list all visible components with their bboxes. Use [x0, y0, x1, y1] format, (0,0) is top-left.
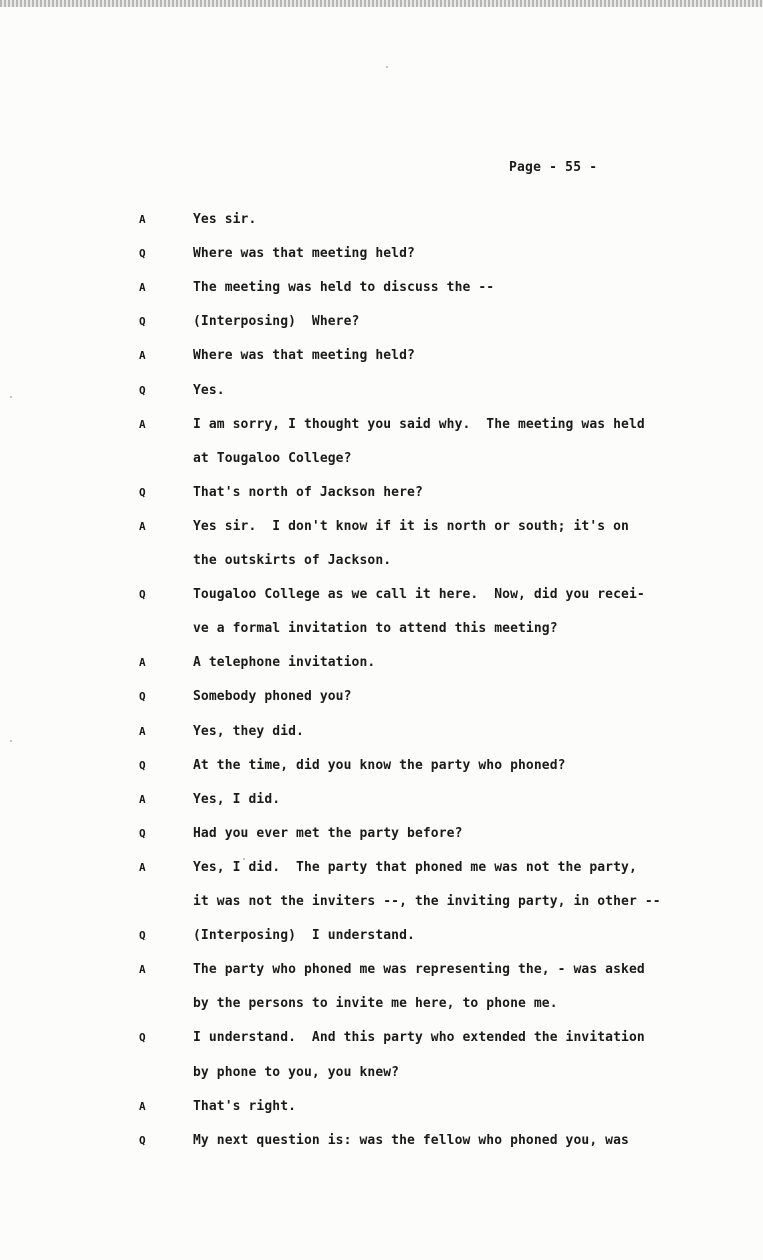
- transcript-line: [0, 210, 763, 230]
- speaker-label: Q: [139, 588, 146, 601]
- speaker-label: A: [139, 963, 146, 976]
- speaker-label: A: [139, 861, 146, 874]
- scan-speck: [243, 858, 245, 860]
- speaker-label: A: [139, 520, 146, 533]
- transcript-text: by phone to you, you knew?: [193, 1065, 400, 1080]
- speaker-label: Q: [139, 1134, 146, 1147]
- transcript-text: Yes, they did.: [193, 724, 304, 739]
- transcript-line: [0, 449, 763, 469]
- speaker-label: A: [139, 793, 146, 806]
- transcript-line: [0, 1063, 763, 1083]
- transcript-text: (Interposing) Where?: [193, 314, 360, 329]
- transcript-line: [0, 960, 763, 980]
- transcript-text: Yes sir.: [193, 212, 257, 227]
- speaker-label: Q: [139, 486, 146, 499]
- transcript-line: [0, 551, 763, 571]
- transcript-line: [0, 415, 763, 435]
- speaker-label: A: [139, 213, 146, 226]
- transcript-line: [0, 858, 763, 878]
- transcript-text: My next question is: was the fellow who phoned you, was: [193, 1133, 629, 1148]
- transcript-text: Where was that meeting held?: [193, 246, 415, 261]
- transcript-text: Yes sir. I don't know if it is north or south; it's on: [193, 519, 629, 534]
- speaker-label: A: [139, 349, 146, 362]
- transcript-text: A telephone invitation.: [193, 655, 376, 670]
- transcript-line: [0, 517, 763, 537]
- transcript-text: by the persons to invite me here, to phone me.: [193, 996, 558, 1011]
- transcript-text: The meeting was held to discuss the --: [193, 280, 495, 295]
- transcript-text: (Interposing) I understand.: [193, 928, 415, 943]
- transcript-text: the outskirts of Jackson.: [193, 553, 392, 568]
- transcript-line: [0, 722, 763, 742]
- speaker-label: Q: [139, 1031, 146, 1044]
- transcript-line: [0, 756, 763, 776]
- transcript-text: Yes, I did.: [193, 792, 281, 807]
- scan-speck: [10, 740, 12, 742]
- transcript-text: Had you ever met the party before?: [193, 826, 463, 841]
- transcript-line: [0, 687, 763, 707]
- speaker-label: A: [139, 656, 146, 669]
- speaker-label: A: [139, 418, 146, 431]
- speaker-label: A: [139, 725, 146, 738]
- transcript-line: [0, 994, 763, 1014]
- scan-speck: [386, 66, 388, 68]
- speaker-label: Q: [139, 759, 146, 772]
- speaker-label: Q: [139, 690, 146, 703]
- speaker-label: Q: [139, 315, 146, 328]
- speaker-label: Q: [139, 827, 146, 840]
- transcript-line: [0, 1131, 763, 1151]
- transcript-line: [0, 585, 763, 605]
- transcript-line: [0, 790, 763, 810]
- transcript-line: [0, 346, 763, 366]
- transcript-text: The party who phoned me was representing the, - was asked: [193, 962, 645, 977]
- transcript-text: That's right.: [193, 1099, 297, 1114]
- transcript-line: [0, 824, 763, 844]
- transcript-text: at Tougaloo College?: [193, 451, 352, 466]
- transcript-line: [0, 926, 763, 946]
- transcript-text: Yes.: [193, 383, 225, 398]
- transcript-line: [0, 381, 763, 401]
- transcript-line: [0, 653, 763, 673]
- scan-speck: [10, 396, 12, 398]
- transcript-line: [0, 244, 763, 264]
- speaker-label: A: [139, 281, 146, 294]
- speaker-label: Q: [139, 929, 146, 942]
- transcript-text: Somebody phoned you?: [193, 689, 352, 704]
- transcript-line: [0, 483, 763, 503]
- speaker-label: Q: [139, 247, 146, 260]
- transcript-text: That's north of Jackson here?: [193, 485, 423, 500]
- transcript-text: At the time, did you know the party who phoned?: [193, 758, 566, 773]
- transcript-line: [0, 278, 763, 298]
- page-number: Page - 55 -: [509, 160, 598, 175]
- transcript-text: Yes, I did. The party that phoned me was not the party,: [193, 860, 637, 875]
- transcript-text: Tougaloo College as we call it here. Now, did you recei-: [193, 587, 645, 602]
- transcript-line: [0, 892, 763, 912]
- transcript-text: Where was that meeting held?: [193, 348, 415, 363]
- transcript-line: [0, 619, 763, 639]
- speaker-label: Q: [139, 384, 146, 397]
- speaker-label: A: [139, 1100, 146, 1113]
- transcript-text: it was not the inviters --, the inviting party, in other --: [193, 894, 661, 909]
- transcript-line: [0, 1097, 763, 1117]
- transcript-line: [0, 1028, 763, 1048]
- transcript-text: I am sorry, I thought you said why. The meeting was held: [193, 417, 645, 432]
- transcript-text: ve a formal invitation to attend this meeting?: [193, 621, 558, 636]
- transcript-text: I understand. And this party who extended the invitation: [193, 1030, 645, 1045]
- transcript-line: [0, 312, 763, 332]
